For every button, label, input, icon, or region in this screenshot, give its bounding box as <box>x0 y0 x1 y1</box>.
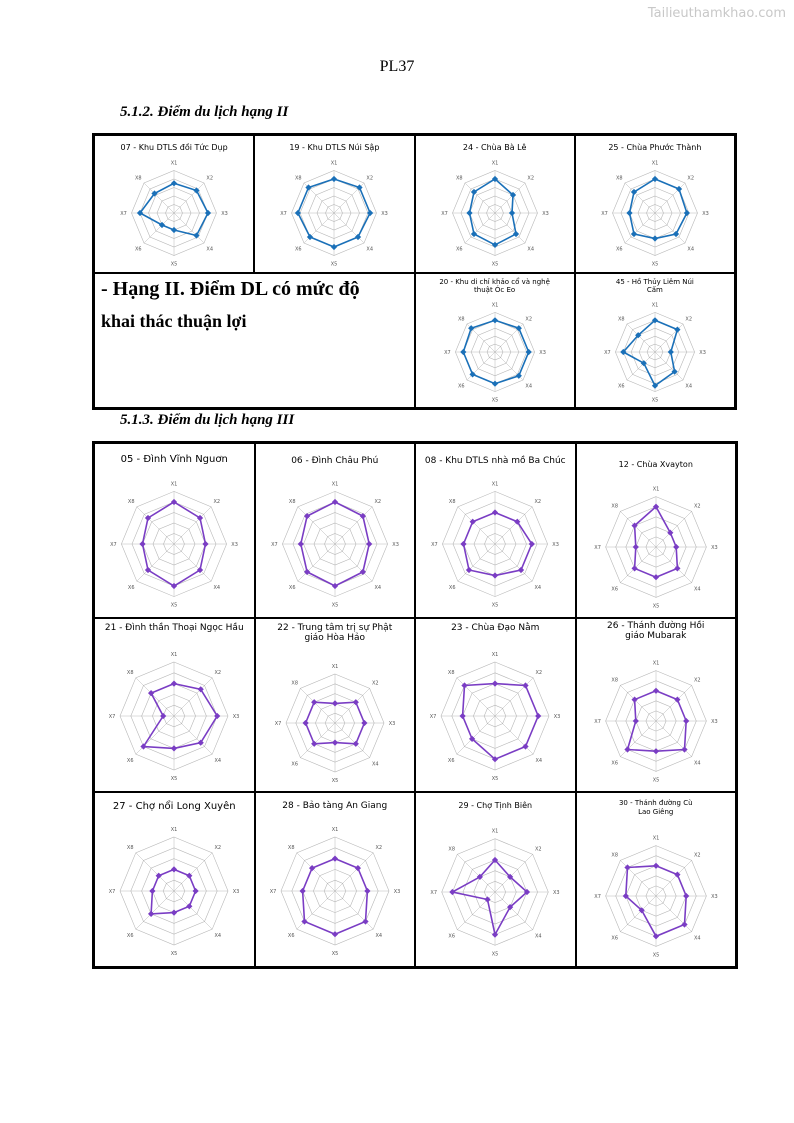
data-point <box>653 688 659 694</box>
radar-chart <box>416 297 574 407</box>
axis-label: X4 <box>527 246 534 253</box>
radar-chart <box>95 154 253 272</box>
radar-svg <box>581 826 731 966</box>
axis-label: X7 <box>110 541 117 548</box>
data-point <box>171 227 177 233</box>
axis-label: X3 <box>231 541 239 548</box>
axis-label: X5 <box>491 397 498 404</box>
axis-label: X2 <box>535 670 543 677</box>
axis-label: X7 <box>108 889 116 895</box>
axis-label: X8 <box>127 670 134 677</box>
axis-label: X4 <box>214 758 222 765</box>
data-point <box>492 572 498 578</box>
axis-label: X7 <box>430 890 438 896</box>
chart-title: 19 - Khu DTLS Núi Sập <box>289 143 380 152</box>
radar-svg <box>580 154 730 272</box>
axis-label: X6 <box>287 932 295 939</box>
axis-label: X6 <box>127 758 134 765</box>
data-point <box>171 909 177 915</box>
data-point <box>460 713 466 719</box>
axis-label: X3 <box>699 350 706 356</box>
axis-label: X7 <box>443 350 451 356</box>
axis-label: X7 <box>108 714 116 721</box>
radar-chart <box>256 655 415 791</box>
chart-cell-21 <box>94 618 255 793</box>
data-point <box>297 541 303 547</box>
axis-label: X4 <box>525 383 532 390</box>
axis-label: X4 <box>687 246 694 253</box>
data-point <box>668 349 674 355</box>
chart-title: 29 - Chợ Tịnh Biên <box>458 801 533 811</box>
axis-label: X7 <box>601 211 608 217</box>
chart-title: 22 - Trung tâm trị sự Phật giáo Hòa Hảo <box>277 622 393 644</box>
axis-label: X1 <box>652 660 660 667</box>
radar-chart <box>256 816 415 966</box>
rank-3-chart-grid <box>92 441 738 969</box>
data-point <box>653 933 659 939</box>
chart-cell-45 <box>575 273 735 408</box>
data-point <box>331 176 337 182</box>
radar-chart <box>577 826 736 966</box>
axis-label: X8 <box>457 316 465 323</box>
section-title-rank-3: 5.1.3. Điểm du lịch hạng III <box>120 412 295 428</box>
axis-label: X1 <box>491 302 498 309</box>
axis-label: X8 <box>127 845 134 852</box>
axis-label: X6 <box>295 246 302 253</box>
axis-label: X2 <box>534 498 542 505</box>
axis-label: X7 <box>270 541 278 548</box>
axis-label: X3 <box>553 890 560 896</box>
axis-label: X1 <box>491 160 498 167</box>
radar-chart <box>95 816 254 966</box>
radar-chart <box>256 471 415 617</box>
data-point <box>684 210 690 216</box>
data-point <box>460 349 466 355</box>
radar-chart <box>416 641 575 791</box>
axis-label: X4 <box>535 933 542 940</box>
radar-svg <box>420 154 570 272</box>
axis-label: X5 <box>491 261 498 268</box>
radar-chart <box>576 154 734 272</box>
chart-title: 27 - Chợ nổi Long Xuyên <box>112 801 236 813</box>
chart-title: 45 - Hồ Thủy Liêm Núi Cấm <box>615 278 694 295</box>
watermark: Tailieuthamkhao.com <box>647 6 786 21</box>
data-point <box>332 855 338 861</box>
axis-label: X8 <box>288 498 296 505</box>
axis-label: X2 <box>375 845 382 852</box>
data-series <box>469 179 516 245</box>
note-line-1: - Hạng II. Điểm DL có mức độ <box>101 278 360 300</box>
radar-svg <box>581 651 731 791</box>
axis-label: X1 <box>651 302 659 309</box>
axis-label: X1 <box>652 486 660 493</box>
data-point <box>205 210 211 216</box>
axis-label: X5 <box>652 777 660 784</box>
axis-label: X1 <box>170 160 178 167</box>
axis-label: X6 <box>611 760 618 767</box>
chart-title: 05 - Đình Vĩnh Nguơn <box>120 454 228 465</box>
axis-label: X1 <box>491 481 499 488</box>
chart-cell-07 <box>94 135 254 273</box>
axis-label: X7 <box>440 211 448 217</box>
axis-label: X6 <box>128 584 135 591</box>
data-point <box>332 740 338 746</box>
axis-label: X5 <box>651 397 659 404</box>
data-point <box>171 746 177 752</box>
chart-cell-25 <box>575 135 735 273</box>
axis-label: X3 <box>553 714 561 721</box>
note-line-2: khai thác thuận lợi <box>101 311 247 331</box>
radar-chart <box>577 477 736 617</box>
data-point <box>171 866 177 872</box>
axis-label: X7 <box>429 714 437 721</box>
axis-label: X1 <box>331 481 339 488</box>
axis-label: X8 <box>128 498 135 505</box>
radar-chart <box>416 818 575 966</box>
chart-cell-27 <box>94 792 255 967</box>
axis-label: X7 <box>594 894 601 900</box>
data-point <box>331 244 337 250</box>
axis-label: X4 <box>374 584 381 591</box>
axis-label: X5 <box>331 602 339 609</box>
data-point <box>492 381 498 387</box>
axis-label: X2 <box>535 846 542 853</box>
radar-chart <box>255 154 413 272</box>
axis-label: X5 <box>652 603 660 610</box>
axis-label: X6 <box>288 584 296 591</box>
axis-label: X3 <box>393 889 401 895</box>
chart-cell-06 <box>255 443 416 618</box>
axis-label: X3 <box>388 721 396 728</box>
axis-label: X8 <box>611 678 618 685</box>
axis-label: X3 <box>392 541 399 548</box>
axis-label: X7 <box>280 211 288 217</box>
axis-label: X8 <box>295 175 302 182</box>
data-point <box>367 210 373 216</box>
data-point <box>509 210 515 216</box>
axis-label: X5 <box>491 776 499 783</box>
chart-cell-26 <box>576 618 737 793</box>
data-point <box>332 931 338 937</box>
axis-label: X3 <box>710 719 718 726</box>
axis-label: X7 <box>603 350 611 356</box>
data-point <box>302 720 308 726</box>
radar-chart <box>95 641 254 791</box>
axis-label: X3 <box>552 541 560 548</box>
axis-label: X7 <box>120 211 127 217</box>
data-point <box>632 544 638 550</box>
radar-svg <box>260 471 410 617</box>
data-point <box>492 681 498 687</box>
data-point <box>525 349 531 355</box>
data-point <box>332 583 338 589</box>
axis-label: X3 <box>710 894 718 900</box>
radar-chart <box>577 651 736 791</box>
chart-cell-19 <box>254 135 414 273</box>
axis-label: X8 <box>448 670 455 677</box>
rank-2-note <box>94 273 415 408</box>
axis-label: X3 <box>710 544 718 551</box>
chart-title: 26 - Thánh đường Hồi giáo Mubarak <box>607 620 705 642</box>
axis-label: X3 <box>221 211 228 217</box>
axis-label: X3 <box>381 211 389 217</box>
axis-label: X4 <box>375 932 382 939</box>
data-point <box>150 888 156 894</box>
data-point <box>492 317 498 323</box>
axis-label: X4 <box>366 246 374 253</box>
chart-title: 07 - Khu DTLS đồi Tức Dụp <box>120 143 228 152</box>
axis-label: X1 <box>331 664 339 671</box>
axis-label: X5 <box>331 261 338 268</box>
data-point <box>653 748 659 754</box>
axis-label: X1 <box>170 481 178 488</box>
axis-label: X5 <box>491 602 499 609</box>
axis-label: X5 <box>170 602 178 609</box>
radar-svg <box>420 471 570 617</box>
axis-label: X4 <box>535 758 543 765</box>
axis-label: X6 <box>448 758 455 765</box>
chart-cell-05 <box>94 443 255 618</box>
section-title-rank-2: 5.1.2. Điểm du lịch hạng II <box>120 104 289 120</box>
data-point <box>461 541 467 547</box>
data-point <box>492 931 498 937</box>
axis-label: X8 <box>617 316 625 323</box>
chart-title: 28 - Bảo tàng An Giang <box>282 801 388 812</box>
chart-cell-08 <box>415 443 576 618</box>
axis-label: X8 <box>448 846 456 853</box>
data-point <box>626 210 632 216</box>
chart-cell-22 <box>255 618 416 793</box>
axis-label: X4 <box>214 932 222 939</box>
axis-label: X2 <box>693 503 701 510</box>
data-point <box>673 544 679 550</box>
axis-label: X1 <box>652 835 660 842</box>
axis-label: X5 <box>491 951 499 958</box>
axis-label: X4 <box>693 935 701 942</box>
axis-label: X2 <box>214 845 222 852</box>
axis-label: X6 <box>455 246 463 253</box>
radar-svg <box>420 818 570 966</box>
axis-label: X2 <box>206 175 214 182</box>
data-point <box>632 718 638 724</box>
chart-cell-30 <box>576 792 737 967</box>
axis-label: X4 <box>685 383 692 390</box>
axis-label: X5 <box>331 951 339 957</box>
radar-svg <box>420 641 570 791</box>
axis-label: X6 <box>611 935 618 942</box>
axis-label: X4 <box>534 584 542 591</box>
radar-svg <box>260 655 410 791</box>
axis-label: X2 <box>527 175 534 182</box>
chart-cell-23 <box>415 618 576 793</box>
axis-label: X3 <box>232 714 240 721</box>
data-point <box>140 541 146 547</box>
axis-label: X4 <box>693 585 701 592</box>
chart-title: 12 - Chùa Xvayton <box>618 460 693 469</box>
axis-label: X5 <box>170 951 178 957</box>
radar-chart <box>416 154 574 272</box>
radar-svg <box>580 297 730 407</box>
axis-label: X5 <box>652 952 660 959</box>
data-point <box>171 681 177 687</box>
data-point <box>652 235 658 241</box>
axis-label: X1 <box>491 652 499 659</box>
radar-svg <box>99 641 249 791</box>
data-point <box>653 863 659 869</box>
data-point <box>653 574 659 580</box>
axis-label: X6 <box>127 932 134 939</box>
data-point <box>683 718 689 724</box>
axis-label: X6 <box>615 246 623 253</box>
data-point <box>332 499 338 505</box>
data-point <box>364 888 370 894</box>
radar-svg <box>99 471 249 617</box>
axis-label: X8 <box>615 175 623 182</box>
axis-label: X2 <box>371 681 379 688</box>
data-point <box>466 210 472 216</box>
axis-label: X1 <box>331 827 339 833</box>
axis-label: X1 <box>331 160 338 167</box>
data-point <box>171 180 177 186</box>
axis-label: X1 <box>491 828 499 835</box>
axis-label: X2 <box>525 316 532 323</box>
axis-label: X2 <box>693 852 701 859</box>
axis-label: X7 <box>269 889 277 895</box>
chart-cell-20 <box>415 273 575 408</box>
axis-label: X2 <box>687 175 694 182</box>
axis-label: X3 <box>232 889 240 895</box>
chart-title: 30 - Thánh đường Cù Lao Giêng <box>618 799 693 816</box>
axis-label: X3 <box>538 350 546 356</box>
chart-cell-29 <box>415 792 576 967</box>
data-point <box>492 242 498 248</box>
axis-label: X5 <box>651 261 659 268</box>
axis-label: X8 <box>455 175 463 182</box>
data-point <box>683 893 689 899</box>
data-point <box>450 889 456 895</box>
axis-label: X3 <box>702 211 709 217</box>
data-point <box>193 888 199 894</box>
radar-svg <box>259 154 409 272</box>
chart-cell-12 <box>576 443 737 618</box>
axis-label: X7 <box>594 719 601 726</box>
axis-label: X2 <box>366 175 374 182</box>
axis-label: X8 <box>135 175 142 182</box>
chart-title: 21 - Đình thần Thoại Ngọc Hầu <box>104 622 244 633</box>
chart-title: 24 - Chùa Bà Lê <box>462 143 527 152</box>
data-point <box>332 701 338 707</box>
axis-label: X7 <box>594 544 601 551</box>
axis-label: X2 <box>685 316 692 323</box>
axis-label: X6 <box>457 383 465 390</box>
chart-title: 20 - Khu di chỉ khảo cổ và nghệ thuật Óc Eo <box>439 278 550 295</box>
radar-chart <box>576 297 734 407</box>
axis-label: X5 <box>170 261 178 268</box>
radar-svg <box>99 816 249 966</box>
radar-chart <box>95 471 254 617</box>
axis-label: X4 <box>693 760 701 767</box>
axis-label: X8 <box>449 498 456 505</box>
axis-label: X6 <box>448 933 456 940</box>
chart-title: 06 - Đình Châu Phú <box>291 456 379 466</box>
axis-label: X6 <box>135 246 142 253</box>
radar-svg <box>260 816 410 966</box>
chart-title: 08 - Khu DTLS nhà mồ Ba Chúc <box>424 456 566 466</box>
data-point <box>492 509 498 515</box>
chart-cell-24 <box>415 135 575 273</box>
data-point <box>295 210 301 216</box>
data-point <box>203 541 209 547</box>
page-number: PL37 <box>379 58 415 75</box>
axis-label: X2 <box>214 670 222 677</box>
rank-2-chart-grid <box>92 133 737 410</box>
data-point <box>361 720 367 726</box>
data-point <box>299 888 305 894</box>
radar-svg <box>581 477 731 617</box>
axis-label: X8 <box>291 681 298 688</box>
radar-svg <box>99 154 249 272</box>
data-point <box>366 541 372 547</box>
axis-label: X4 <box>371 761 379 768</box>
axis-label: X8 <box>611 852 618 859</box>
axis-label: X6 <box>449 584 456 591</box>
axis-label: X8 <box>287 845 295 852</box>
chart-title: 25 - Chùa Phước Thành <box>608 143 702 152</box>
axis-label: X7 <box>274 721 282 728</box>
axis-label: X6 <box>291 761 298 768</box>
axis-label: X4 <box>213 584 221 591</box>
axis-label: X4 <box>206 246 214 253</box>
data-point <box>535 713 541 719</box>
radar-svg <box>420 297 570 407</box>
axis-label: X5 <box>170 776 178 783</box>
axis-label: X7 <box>431 541 438 548</box>
axis-label: X6 <box>611 585 618 592</box>
axis-label: X2 <box>693 678 701 685</box>
chart-cell-28 <box>255 792 416 967</box>
axis-label: X2 <box>374 498 381 505</box>
axis-label: X1 <box>170 827 178 833</box>
axis-label: X1 <box>170 652 178 659</box>
chart-title: 23 - Chùa Đạo Nằm <box>451 622 540 633</box>
radar-chart <box>416 471 575 617</box>
axis-label: X2 <box>213 498 221 505</box>
axis-label: X1 <box>651 160 659 167</box>
axis-label: X8 <box>611 503 618 510</box>
axis-label: X6 <box>617 383 625 390</box>
axis-label: X5 <box>331 778 339 785</box>
axis-label: X3 <box>541 211 549 217</box>
